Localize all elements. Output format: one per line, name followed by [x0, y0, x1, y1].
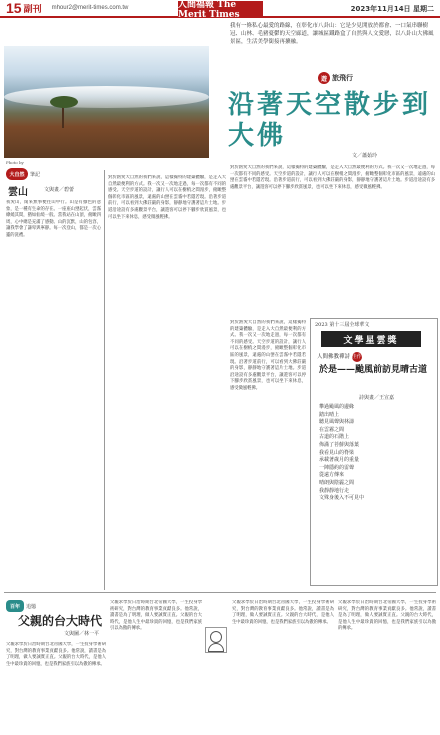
story-kicker	[318, 72, 353, 84]
kicker-badge: 遊	[318, 72, 330, 84]
nature-note-header	[6, 168, 40, 180]
story-byline: 文／蕭茹玲	[352, 153, 378, 159]
mountain-photo	[4, 46, 209, 158]
nature-title: 雲山	[8, 187, 28, 198]
nature-byline: 文與畫／碧蕾	[44, 187, 75, 193]
poem-line: 我看見山的脊梁	[319, 449, 355, 456]
nature-label: 筆記	[30, 171, 41, 178]
tree-silhouette	[62, 98, 88, 128]
author-portrait	[205, 627, 227, 653]
poem-line: 承載著歲月的重量	[319, 457, 360, 464]
memoir-text-1: 父親求學於日治時期台北帝國大學，一生投身學術研究，對台灣的教育事業貢獻良多。他常說，讀書是為了明理，做人要誠實正直。父親的台大時代，是他人生中最珍貴的回憶，也是我們家族引以為傲的傳承。	[6, 642, 106, 667]
poem-line: 踏出晴上	[319, 411, 340, 418]
nature-text: 我愛山，閑來無事便往山中行。山是有綠色的意象，是一種有生命的存在。一座座山巒起伏，雲霧繚繞其間，猶如仙境一般。當我站在山頂，俯瞰四周，心中總是充滿了感動。山的沉默，山的包容，讓我學會了謙卑與寧靜。每一次登山，都是一次心靈的洗禮。	[6, 200, 101, 238]
award-category: 人間佛教禪詩	[317, 354, 351, 360]
section-name: 副刊	[23, 4, 42, 15]
memoir-text-4: 父親求學於日治時期台北帝國大學，一生投身學術研究，對台灣的教育事業貢獻良多。他常說，讀書是為了明理，做人要誠實正直。父親的台大時代，是他人生中最珍貴的回憶，也是我們家族引以為傲的傳承。	[338, 600, 436, 632]
lead-paragraph: 我有一條私心最愛的路線，在彰化市八卦山：它是少見開放於都會、一口氣串聯樹冠、山林、毛豬憂鬱的天空廊道，讓城區鐵路盒了自然與人文愛戀，以八卦山大佛風景區，生活美學銜接再擴融。	[230, 23, 434, 45]
poem-line: 佈滿了苔蘚與落葉	[319, 441, 360, 448]
newspaper-logo: 人間福報 The Merit Times	[178, 1, 263, 16]
story-text-upper: 對於熱愛大自然的我們來說，這樣獨特的建築體驗，是走入大自然最便利的方式。我一次又一次地走過，每一次都有不同的感受。天空步道的設計，讓行人可以在樹梢之間漫步，俯瞰整個彰化市區的風景，遠處的山巒在雲霧中若隱若現。沿著步道前行，可以看到大佛莊嚴的身影，靜靜地守護著這片土地。步道沿途設有多處觀景平台，讓遊客可以停下腳步欣賞風景，也可以坐下來休息，感受微風輕拂。	[230, 165, 435, 190]
page-number: 15	[6, 0, 22, 16]
nature-badge: 大自然	[6, 168, 28, 180]
cloud-sea	[4, 86, 209, 108]
column-divider	[104, 170, 105, 590]
poem-title: 於是——颱風前訪見晴古道	[319, 365, 428, 375]
section-divider	[4, 592, 436, 593]
poem-line: 文殊身後入不可見中	[319, 495, 365, 502]
poem-author: 詩與畫／王宣嘉	[359, 395, 395, 401]
poem-line: 我靜靜地行走	[319, 487, 350, 494]
website: mhour2@merit-times.com.tw	[51, 5, 129, 11]
poem-line: 聽見風聲與林濤	[319, 419, 355, 426]
memoir-text-3: 父親求學於日治時期台北帝國大學，一生投身學術研究，對台灣的教育事業貢獻良多。他常說，讀書是為了明理，做人要誠實正直。父親的台大時代，是他人生中最珍貴的回憶，也是我們家族引以為傲的傳承。	[232, 600, 334, 625]
award-heading: 2023 第十三屆全球華文	[315, 322, 370, 328]
photo-caption: Photo by	[6, 160, 24, 165]
poem-text	[319, 404, 429, 503]
memoir-byline: 文與圖／林一平	[64, 631, 100, 637]
poem-line: 從遠方傳來	[319, 472, 345, 479]
poem-line: 一陣隱約的雷聲	[319, 464, 355, 471]
page-header	[0, 0, 440, 18]
memoir-title: 父親的台大時代	[18, 614, 103, 628]
poem-line: 晴朗與陰霾之間	[319, 479, 355, 486]
issue-date: 2023年11月14日 星期二	[350, 5, 434, 13]
memoir-label: 追憶	[26, 603, 37, 610]
award-box	[310, 318, 438, 586]
poem-line: 在雲霧之間	[319, 426, 345, 433]
memoir-header	[6, 600, 36, 612]
story-title: 沿著天空散步到大佛	[228, 90, 432, 151]
memoir-badge: 百年	[6, 600, 24, 612]
award-name: 文學星雲獎	[321, 331, 421, 347]
story-text-lower: 對於熱愛大自然的我們來說，這樣獨特的建築體驗，是走入大自然最便利的方式。我一次又一次地走過，每一次都有不同的感受。天空步道的設計，讓行人可以在樹梢之間漫步，俯瞰整個彰化市區的風景，遠處的山巒在雲霧中若隱若現。沿著步道前行，可以看到大佛莊嚴的身影，靜靜地守護著這片土地。步道沿途設有多處觀景平台，讓遊客可以停下腳步欣賞風景，也可以坐下來休息，感受微風輕拂。	[230, 320, 306, 391]
award-entry	[317, 352, 362, 362]
poem-line: 攀過颱風的邊緣	[319, 404, 355, 410]
kicker-label: 旅飛行	[332, 74, 353, 82]
poem-line: 古道的石階上	[319, 434, 350, 441]
memoir-text-2: 父親求學於日治時期台北帝國大學，一生投身學術研究，對台灣的教育事業貢獻良多。他常說，讀書是為了明理，做人要誠實正直。父親的台大時代，是他人生中最珍貴的回憶，也是我們家族引以為傲的傳承。	[110, 600, 202, 632]
story-text-middle: 對於熱愛大自然的我們來說，這樣獨特的建築體驗，是走入大自然最便利的方式。我一次又一次地走過，每一次都有不同的感受。天空步道的設計，讓行人可以在樹梢之間漫步，俯瞰整個彰化市區的風景，遠處的山巒在雲霧中若隱若現。沿著步道前行，可以看到大佛莊嚴的身影，靜靜地守護著這片土地。步道沿途設有多處觀景平台，讓遊客可以停下腳步欣賞風景，也可以坐下來休息，感受微風輕拂。	[108, 175, 226, 220]
award-rank-badge: 佳作	[351, 354, 362, 360]
